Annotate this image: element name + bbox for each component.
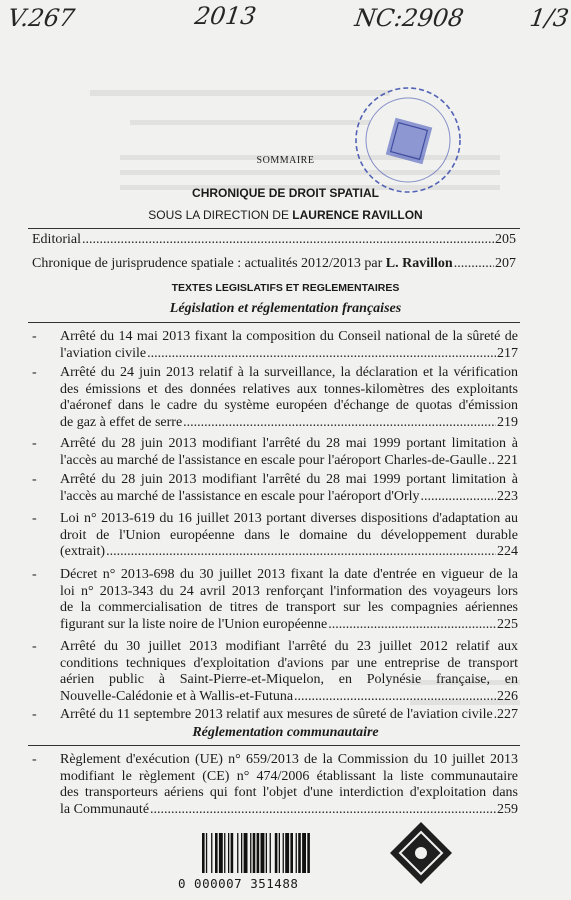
barcode-bar [261, 833, 265, 873]
list-dash: - [32, 436, 37, 451]
toc-page-number: 207 [495, 256, 516, 271]
toc-entry-editorial [32, 232, 516, 248]
barcode-bar [253, 833, 256, 873]
toc-item-line: Arrêté du 14 mai 2013 fixant la composition du Conseil national de la sûreté de [60, 329, 518, 344]
leader-dots [488, 453, 496, 470]
toc-item-line: modifiant le règlement (CE) n° 474/2006 établissant la liste communautaire [60, 768, 518, 784]
barcode [200, 833, 390, 875]
barcode-bar [270, 833, 271, 873]
list-dash: - [32, 472, 37, 487]
toc-item [32, 752, 518, 818]
toc-item-text: l'aviation civile [60, 345, 147, 361]
toc-item-line: Loi n° 2013-619 du 16 juillet 2013 portant diverses dispositions d'adaptation au [60, 511, 518, 526]
toc-item [32, 707, 518, 724]
leader-dots [454, 256, 494, 272]
barcode-bar [290, 833, 293, 873]
toc-item-last-line [60, 453, 518, 470]
list-dash: - [32, 567, 37, 582]
barcode-bar [211, 833, 212, 873]
barcode-bar [296, 833, 297, 873]
toc-page-number: 221 [497, 452, 518, 468]
barcode-bar [215, 833, 218, 873]
barcode-number: 0 000007 351488 [178, 876, 299, 891]
toc-item-last-line [60, 707, 518, 724]
leader-dots [328, 617, 496, 634]
toc-item-text: l'accès au marché de l'assistance en escale pour l'aéroport d'Orly [60, 488, 420, 504]
handwritten-ref: NC:2908 [353, 4, 466, 32]
barcode-bar [202, 833, 205, 873]
toc-item-line: des émissions et des données relatives aux tonnes-kilomètres des exploitants [60, 381, 518, 397]
barcode-bar [228, 833, 229, 873]
toc-item-line: droit de l'Union européenne dans le domaine du développement durable [60, 527, 518, 543]
toc-item-last-line [60, 802, 518, 819]
section-title: TEXTES LEGISLATIFS ET REGLEMENTAIRES [171, 282, 400, 294]
toc-entry-author: L. Ravillon [385, 256, 453, 271]
toc-page-number: 225 [497, 616, 518, 632]
publisher-logo [390, 822, 452, 884]
leader-dots [106, 544, 496, 561]
toc-item-last-line [60, 617, 518, 634]
direction-name: LAURENCE RAVILLON [292, 208, 423, 222]
toc-item-text: la Communauté [60, 801, 150, 817]
toc-item-line: Arrêté du 28 juin 2013 modifiant l'arrêté du 28 mai 1999 portant limitation à [60, 436, 518, 451]
barcode-bar [302, 833, 306, 873]
barcode-bar [244, 833, 248, 873]
leader-dots [294, 689, 496, 706]
toc-item-last-line [60, 415, 518, 432]
list-dash: - [32, 511, 37, 526]
toc-item-last-line [60, 489, 518, 506]
toc-item [32, 329, 518, 362]
toc-item-line: Arrêté du 28 juin 2013 modifiant l'arrêté du 28 mai 1999 portant limitation à [60, 472, 518, 487]
library-stamp [350, 82, 466, 198]
barcode-bar [219, 833, 223, 873]
toc-item-text: l'accès au marché de l'assistance en escale pour l'aéroport Charles-de-Gaulle [60, 452, 487, 468]
toc-page-number: 205 [495, 232, 516, 247]
toc-item-text: Nouvelle-Calédonie et à Wallis-et-Futuna [60, 688, 294, 704]
toc-item-line: loi n° 2013-343 du 24 avril 2013 renforçant l'information des voyageurs lors [60, 583, 518, 599]
barcode-bar [257, 833, 260, 873]
divider [28, 745, 520, 746]
leader-dots [150, 802, 496, 819]
toc-item [32, 365, 518, 431]
subsection-title-eu: Réglementation communautaire [192, 725, 379, 740]
leader-dots [183, 415, 496, 432]
toc-page-number: 226 [497, 688, 518, 704]
toc-page-number: 227 [497, 707, 518, 722]
toc-item-line: Décret n° 2013-698 du 30 juillet 2013 fixant la date d'entrée en vigueur de la [60, 567, 518, 582]
leader-dots [147, 346, 496, 363]
subsection-title-fr: Législation et réglementation françaises [169, 301, 402, 316]
leader-dots [494, 707, 496, 724]
toc-entry-chronique [32, 256, 516, 272]
divider [28, 228, 520, 229]
toc-item-line: de la commercialisation de titres de transport sur les compagnies aériennes [60, 600, 518, 616]
toc-item-line: aérien public à Saint-Pierre-et-Miquelon, en Polynésie française, en [60, 672, 518, 688]
barcode-bar [231, 833, 234, 873]
toc-item-text: de gaz à effet de serre [60, 414, 183, 430]
leader-dots [82, 232, 494, 248]
toc-page-number: 219 [497, 414, 518, 430]
barcode-bar [298, 833, 301, 873]
toc-item [32, 472, 518, 505]
divider [28, 322, 520, 323]
toc-item [32, 567, 518, 633]
barcode-bar [285, 833, 289, 873]
toc-item-text: figurant sur la liste noire de l'Union européenne [60, 616, 328, 632]
toc-item-line: conditions techniques d'exploitation d'avions par une entreprise de transport [60, 655, 518, 671]
toc-item-text: (extrait) [60, 544, 106, 560]
list-dash: - [32, 365, 37, 380]
toc-item-last-line [60, 689, 518, 706]
barcode-bar [283, 833, 284, 873]
toc-item-last-line [60, 346, 518, 363]
toc-item-line: Arrêté du 30 juillet 2013 modifiant l'arrêté du 23 juillet 2012 relatif aux [60, 639, 518, 654]
list-dash: - [32, 707, 37, 722]
toc-item-line: d'aéronef dans le cadre du système européen d'échange de quotas d'émission [60, 398, 518, 414]
toc-page-number: 217 [497, 345, 518, 361]
barcode-bar [224, 833, 225, 873]
barcode-bar [206, 833, 207, 873]
toc-item [32, 639, 518, 705]
chronicle-title: CHRONIQUE DE DROIT SPATIAL [192, 186, 379, 200]
list-dash: - [32, 639, 37, 654]
toc-entry-title: Editorial [32, 232, 81, 247]
toc-item-line: des transporteurs aériens qui font l'objet d'une interdiction d'exploitation dans [60, 785, 518, 801]
sommaire-heading: SOMMAIRE [256, 155, 315, 166]
toc-page-number: 224 [497, 544, 518, 560]
barcode-bar [279, 833, 280, 873]
barcode-bar [307, 833, 310, 873]
handwritten-fraction: 1/3 [528, 4, 571, 32]
toc-item-line: Arrêté du 24 juin 2013 relatif à la surveillance, la déclaration et la vérification [60, 365, 518, 380]
toc-item-line: Règlement d'exécution (UE) n° 659/2013 de la Commission du 10 juillet 2013 [60, 752, 518, 767]
direction-line [0, 208, 571, 222]
list-dash: - [32, 752, 37, 767]
barcode-bar [275, 833, 278, 873]
direction-prefix: SOUS LA DIRECTION DE [148, 208, 293, 222]
barcode-bar [241, 833, 242, 873]
toc-item [32, 436, 518, 469]
handwritten-year: 2013 [193, 2, 259, 30]
list-dash: - [32, 329, 37, 344]
barcode-bar [237, 833, 238, 873]
handwritten-volume: V.267 [6, 4, 77, 32]
toc-page-number: 259 [497, 801, 518, 817]
toc-item-last-line [60, 544, 518, 561]
toc-entry-title [32, 256, 453, 272]
barcode-bar [250, 833, 251, 873]
toc-item-text: Arrêté du 11 septembre 2013 relatif aux mesures de sûreté de l'aviation civile [60, 707, 493, 722]
barcode-bar [266, 833, 267, 873]
leader-dots [421, 489, 496, 506]
toc-item [32, 511, 518, 561]
toc-page-number: 223 [497, 488, 518, 504]
toc-entry-prefix: Chronique de jurisprudence spatiale : actualités 2012/2013 par [32, 256, 386, 271]
